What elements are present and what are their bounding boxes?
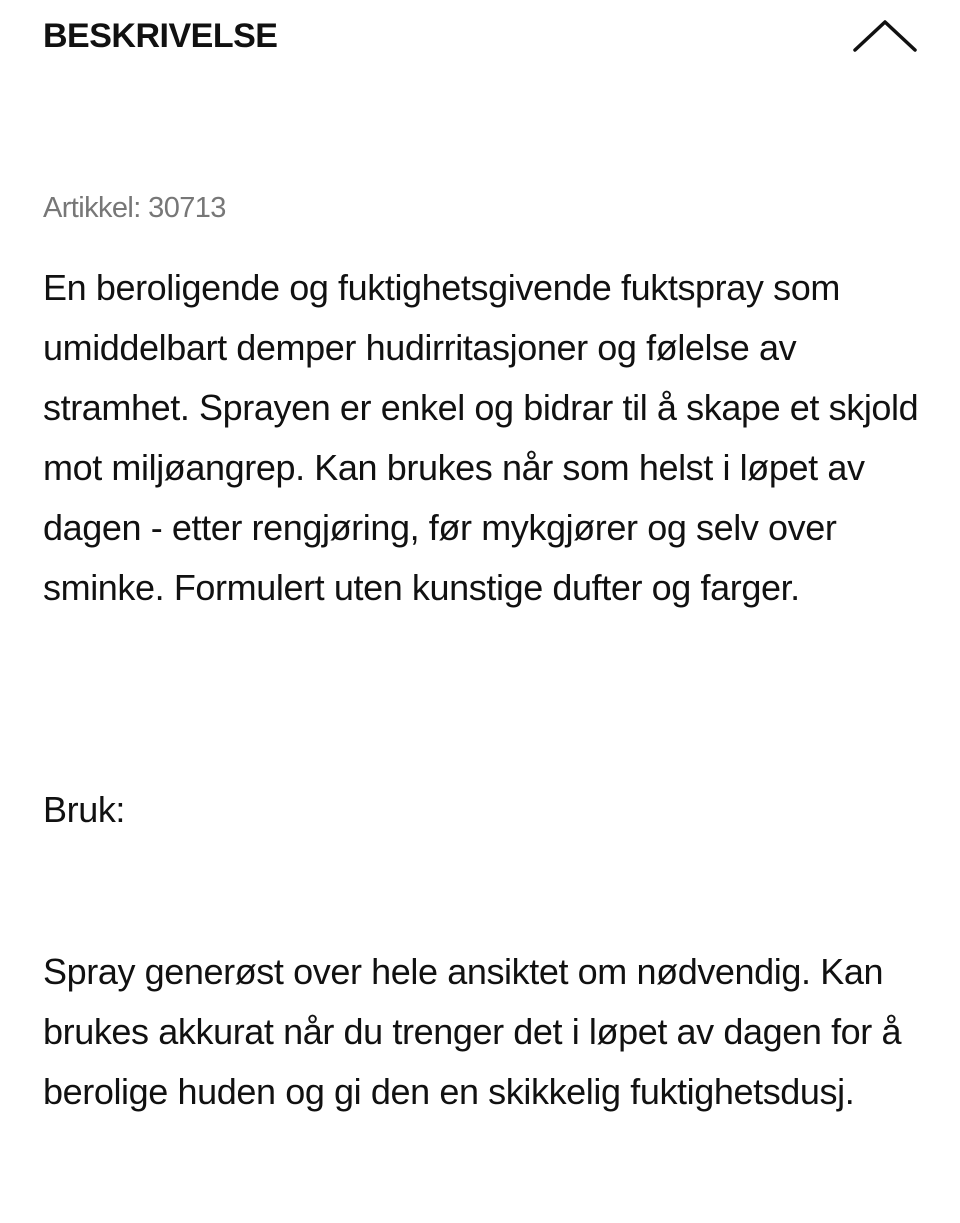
article-number: Artikkel: 30713 [43,192,226,224]
usage-instructions: Spray generøst over hele ansiktet om nødvendig. Kan brukes akkurat når du trenger det i løpet av dagen for å berolige huden og gi den en skikkelig fuktighetsdusj. [43,951,902,1112]
product-description: En beroligende og fuktighetsgivende fuktspray som umiddelbart demper hudirritasjoner og følelse av stramhet. Sprayen er enkel og bidrar til å skape et skjold mot miljøangrep. Kan brukes når som helst i løpet av dagen - etter rengjøring, før mykgjører og selv over sminke. Formulert uten kunstige dufter og farger. [43,267,919,608]
usage-heading: Bruk: [43,789,126,830]
chevron-up-icon[interactable] [852,14,918,58]
section-title: BESKRIVELSE [43,17,278,55]
description-accordion-header[interactable] [43,14,918,58]
